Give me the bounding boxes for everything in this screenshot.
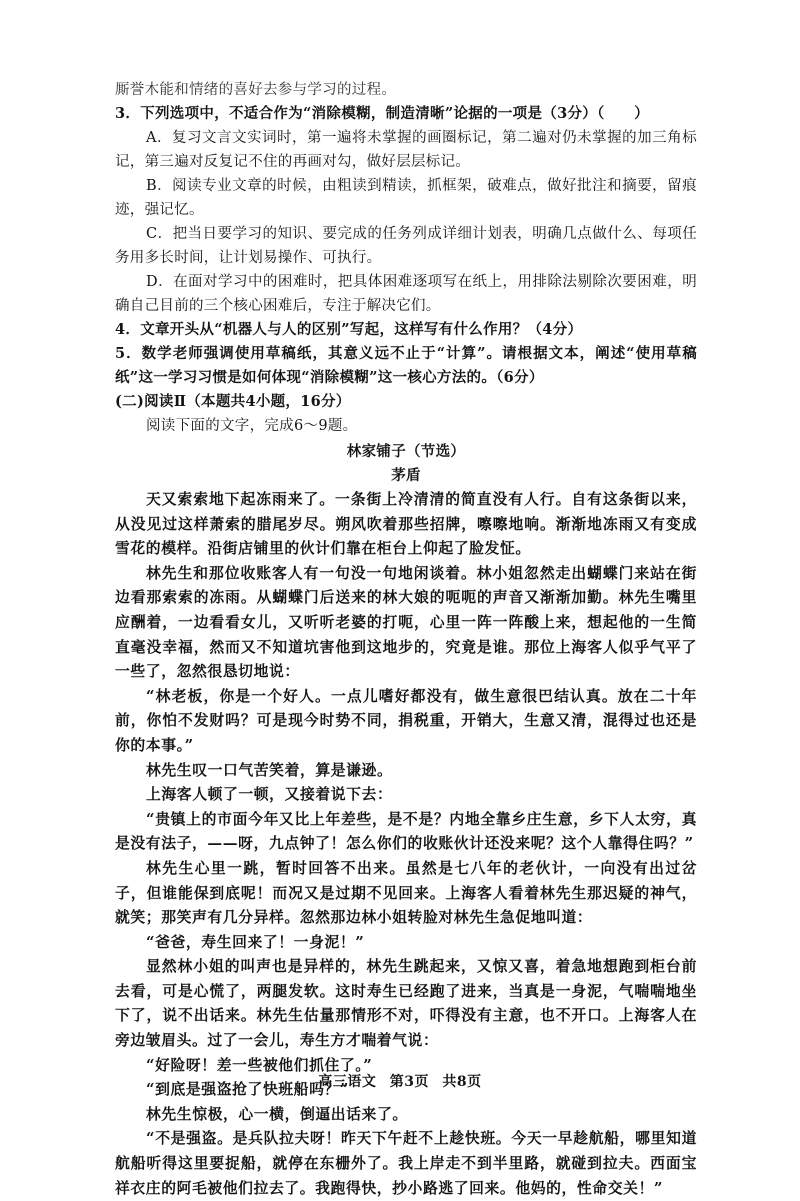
story-paragraph: 林先生和那位收账客人有一句没一句地闲谈着。林小姐忽然走出蝴蝶门来站在街边看那索索的冻雨。从蝴蝶门后送来的林大娘的呃呃的声音又渐渐加勤。林先生嘴里应酬着，一边看看女儿，又听听老婆的打呃，心里一阵一阵酸上来，想起他的一生简直毫没幸福，然而又不知道坑害他到这地步的，究竟是谁。那位上海客人似乎气平了一些了，忽然很恳切地说： [115, 564, 697, 681]
story-paragraph: “林老板，你是一个好人。一点儿嗜好都没有，做生意很巴结认真。放在二十年前，你怕不发财吗？可是现今时势不同，捐税重，开销大，生意又清，混得过也还是你的本事。” [115, 687, 697, 754]
story-paragraph: 林先生叹一口气苦笑着，算是谦逊。 [146, 761, 393, 779]
passage-author: 茅盾 [391, 467, 421, 484]
option-3d: D．在面对学习中的困难时，把具体困难逐项写在纸上，用排除法剔除次要困难，明确自己目前的三个核心困难后，专注于解决它们。 [115, 274, 697, 314]
option-3b: B．阅读专业文章的时候，由粗读到精读，抓框架，破难点，做好批注和摘要，留痕迹，强记忆。 [115, 178, 697, 218]
story-paragraph: 显然林小姐的叫声也是异样的，林先生跳起来，又惊又喜，着急地想跑到柜台前去看，可是心慌了，两腿发软。这时寿生已经跑了进来，当真是一身泥，气喘喘地坐下了，说不出话来。林先生估量那情形不对，吓得没有主意，也不开口。上海客人在旁边皱眉头。过了一会儿，寿生方才喘着气说： [115, 958, 697, 1050]
footer-subject: 高三语文 [318, 1074, 377, 1090]
reading-instruction: 阅读下面的文字，完成6～9题。 [146, 418, 358, 434]
footer-page-number: 第3页 [389, 1074, 429, 1090]
story-paragraph: “不是强盗。是兵队拉夫呀！昨天下午赶不上趁快班。今天一早趁航船，哪里知道航船听得这里要捉船，就停在东栅外了。我上岸走不到半里路，就碰到拉夫。西面宝祥衣庄的阿毛被他们拉去了。我跑得快，抄小路逃了回来。他妈的，性命交关！” [115, 1130, 697, 1197]
story-paragraph: “贵镇上的市面今年又比上年差些，是不是？内地全靠乡庄生意，乡下人太穷，真是没有法子，——呀，九点钟了！怎么你们的收账伙计还没来呢？这个人靠得住吗？” [115, 810, 697, 853]
question-3: 3．下列选项中，不适合作为“消除模糊，制造清晰”论据的一项是（3分）（ ） [115, 105, 650, 122]
story-paragraph: 林先生心里一跳，暂时回答不出来。虽然是七八年的老伙计，一向没有出过岔子，但谁能保到底呢！而况又是过期不见回来。上海客人看着林先生那迟疑的神气，就笑；那笑声有几分异样。忽然那边林小姐转脸对林先生急促地叫道： [115, 859, 697, 927]
option-3c: C．把当日要学习的知识、要完成的任务列成详细计划表，明确几点做什么、每项任务用多长时间，让计划易操作、可执行。 [115, 226, 697, 266]
footer-total-pages: 共8页 [442, 1074, 482, 1090]
story-paragraph: “好险呀！差一些被他们抓住了。” [146, 1056, 373, 1074]
story-paragraph: 天又索索地下起冻雨来了。一条街上冷清清的简直没有人行。自有这条街以来，从没见过这样萧索的腊尾岁尽。朔风吹着那些招牌，嚓嚓地响。渐渐地冻雨又有变成雪花的模样。沿街店铺里的伙计们靠在柜台上仰起了脸发怔。 [115, 491, 697, 558]
passage-body [115, 488, 697, 1201]
story-paragraph: 林先生惊极，心一横，倒逼出话来了。 [146, 1105, 408, 1123]
question-5: 5．数学老师强调使用草稿纸，其意义远不止于“计算”。请根据文本，阐述“使用草稿纸”这一学习习惯是如何体现“消除模糊”这一核心方法的。（6分） [115, 345, 697, 386]
page-content [115, 78, 697, 1201]
question-4: 4．文章开头从“机器人与人的区别”写起，这样写有什么作用？（4分） [115, 321, 583, 338]
story-paragraph: 上海客人顿了一顿，又接着说下去： [146, 786, 393, 804]
page-footer [0, 1071, 800, 1091]
story-paragraph: “爸爸，寿生回来了！一身泥！” [146, 933, 365, 951]
partial-top-line: 厮誉木能和情绪的喜好去参与学习的过程。 [115, 82, 397, 98]
story-paragraph: “到底是强盗抢了快班船吗？” [146, 1081, 349, 1099]
option-3a: A．复习文言文实词时，第一遍将未掌握的画圈标记，第二遍对仍未掌握的加三角标记，第三遍对反复记不住的再画对勾，做好层层标记。 [115, 130, 697, 170]
passage-title: 林家铺子（节选） [346, 443, 466, 460]
section-heading: (二)阅读Ⅱ（本题共4小题，16分） [115, 393, 351, 410]
